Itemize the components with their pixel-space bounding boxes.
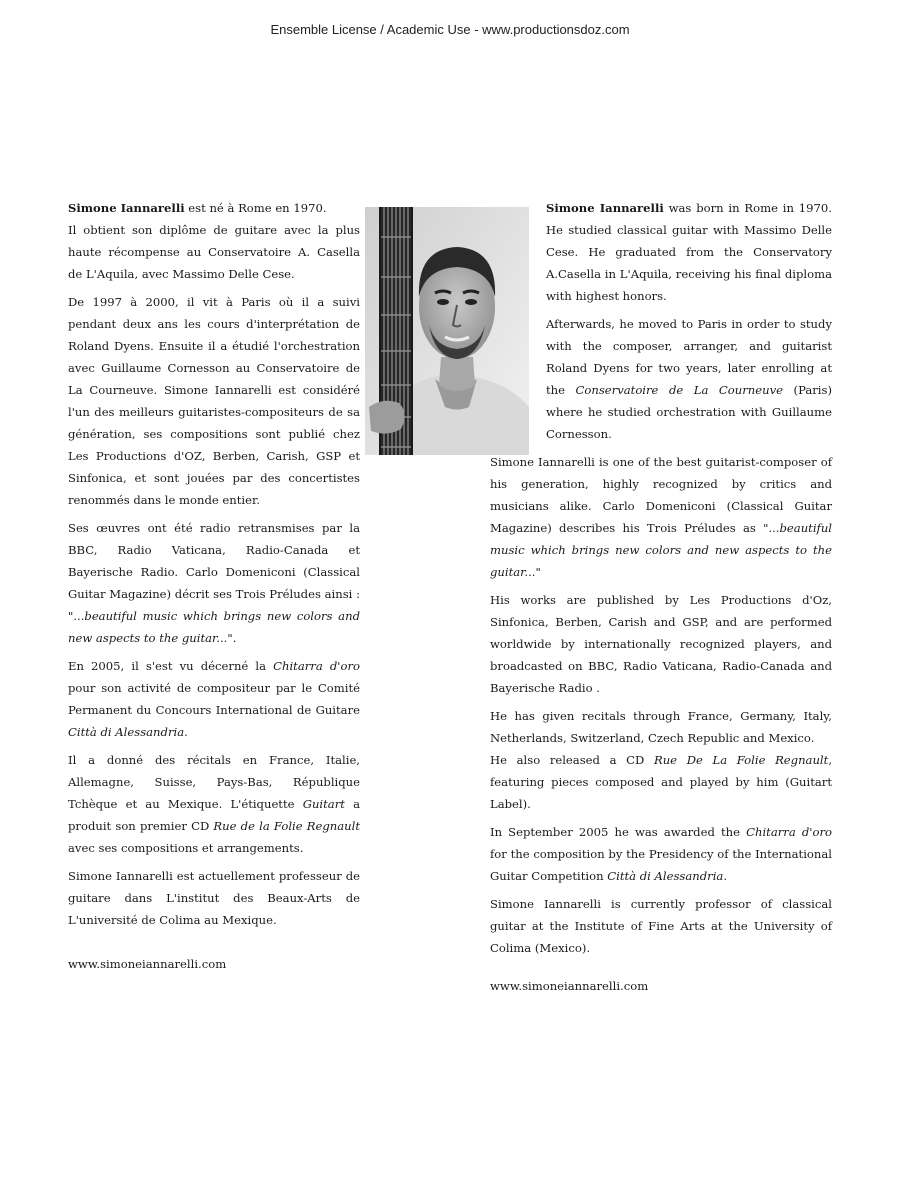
en-paragraph-1 <box>546 197 832 307</box>
fr-chitarra: Chitarra d'oro <box>273 659 360 673</box>
en-website-link[interactable]: www.simoneiannarelli.com <box>490 979 649 993</box>
en-conservatoire: Conservatoire de La Courneuve <box>575 383 783 397</box>
fr-paragraph-5 <box>68 749 360 859</box>
en-p2-text: Afterwards, he moved to Paris in order to study with the composer, arranger, and guitarist Roland Dyens for two years, later enrolling at the <box>546 317 832 397</box>
en-paragraph-3 <box>490 451 832 583</box>
fr-paragraph-4 <box>68 655 360 743</box>
en-p5-text: He has given recitals through France, Germany, Italy, Netherlands, Switzerland, Czech Republic and Mexico. <box>490 709 832 745</box>
en-p6-text-2: for the composition by the Presidency of the International Guitar Competition <box>490 847 832 883</box>
en-p5-end: , featuring pieces composed and played by him (Guitart Label). <box>490 753 832 811</box>
fr-p4-text-2: pour son activité de compositeur par le Comité Permanent du Concours International de Guitare <box>68 681 360 717</box>
fr-p1-text: est né à Rome en 1970. <box>184 201 327 215</box>
portrait-illustration <box>365 207 529 455</box>
en-artist-name: Simone Iannarelli <box>546 201 664 215</box>
en-paragraph-4: His works are published by Les Productions d'Oz, Sinfonica, Berben, Carish and GSP, and are performed worldwide by internationally recognized players, and broadcasted on BBC, Radio Vaticana, Radio-Canada and Bayerische Radio . <box>490 593 832 695</box>
fr-paragraph-3 <box>68 517 360 649</box>
fr-p5-text-2: a produit son premier CD <box>68 797 361 833</box>
en-citta: Città di Alessandria <box>607 869 724 883</box>
french-biography <box>68 197 360 981</box>
fr-p4-end: . <box>184 725 188 739</box>
fr-paragraph-6: Simone Iannarelli est actuellement professeur de guitare dans L'institut des Beaux-Arts de L'université de Colima au Mexique. <box>68 869 360 927</box>
fr-p3-end: ". <box>227 631 237 645</box>
fr-p4-text: En 2005, il s'est vu décerné la <box>68 659 274 673</box>
english-biography <box>490 197 832 1003</box>
en-quote: ...beautiful music which brings new colors and new aspects to the guitar... <box>490 521 832 579</box>
en-paragraph-5 <box>490 705 832 815</box>
en-paragraph-7: Simone Iannarelli is currently professor of classical guitar at the Institute of Fine Arts at the University of Colima (Mexico). <box>490 897 832 955</box>
fr-quote: ...beautiful music which brings new colors and new aspects to the guitar... <box>68 609 360 645</box>
en-paragraph-6 <box>490 821 832 887</box>
fr-guitart: Guitart <box>302 797 345 811</box>
license-header: Ensemble License / Academic Use - www.productionsdoz.com <box>270 22 630 37</box>
fr-p5-end: avec ses compositions et arrangements. <box>68 841 304 855</box>
en-p1-text: was born in Rome in 1970. He studied classical guitar with Massimo Delle Cese. He graduated from the Conservatory A.Casella in L'Aquila, receiving his final diploma with highest honors. <box>546 201 832 303</box>
en-paragraph-2 <box>546 313 832 445</box>
en-chitarra: Chitarra d'oro <box>746 825 832 839</box>
fr-p3-text: Ses œuvres ont été radio retransmises par la BBC, Radio Vaticana, Radio-Canada et Bayerische Radio. Carlo Domeniconi (Classical Guitar Magazine) décrit ses Trois Préludes ainsi : " <box>68 521 360 623</box>
fr-artist-name: Simone Iannarelli <box>68 201 185 215</box>
fr-p1-text-2: Il obtient son diplôme de guitare avec la plus haute récompense au Conservatoire A. Casella de L'Aquila, avec Massimo Delle Cese. <box>68 223 360 281</box>
en-p3-text: Simone Iannarelli is one of the best guitarist-composer of his generation, highly recognized by critics and musicians alike. Carlo Domeniconi (Classical Guitar Magazine) describes his Trois Préludes as " <box>490 455 832 535</box>
en-p5-text-2: He also released a CD <box>490 753 654 767</box>
en-p6-text: In September 2005 he was awarded the <box>490 825 747 839</box>
fr-paragraph-1 <box>68 197 360 285</box>
fr-website-link[interactable]: www.simoneiannarelli.com <box>68 957 227 971</box>
portrait-photo <box>365 207 529 455</box>
fr-citta: Città di Alessandria <box>68 725 185 739</box>
fr-p5-text: Il a donné des récitals en France, Italie, Allemagne, Suisse, Pays-Bas, République Tchèque et au Mexique. L'étiquette <box>68 753 360 811</box>
fr-paragraph-2: De 1997 à 2000, il vit à Paris où il a suivi pendant deux ans les cours d'interprétation de Roland Dyens. Ensuite il a étudié l'orchestration avec Guillaume Cornesson au Conservatoire de La Courneuve. Simone Iannarelli est considéré l'un des meilleurs guitaristes-compositeurs de sa génération, ses compositions sont publié chez Les Productions d'OZ, Berben, Carish, GSP et Sinfonica, et sont jouées par des concertistes renommés dans le monde entier. <box>68 295 360 507</box>
en-p3-end: " <box>535 565 541 579</box>
en-p2-end: (Paris) where he studied orchestration with Guillaume Cornesson. <box>546 383 832 441</box>
en-p6-end: . <box>723 869 728 883</box>
fr-cd-title: Rue de la Folie Regnault <box>213 819 360 833</box>
en-cd-title: Rue De La Folie Regnault <box>653 753 829 767</box>
